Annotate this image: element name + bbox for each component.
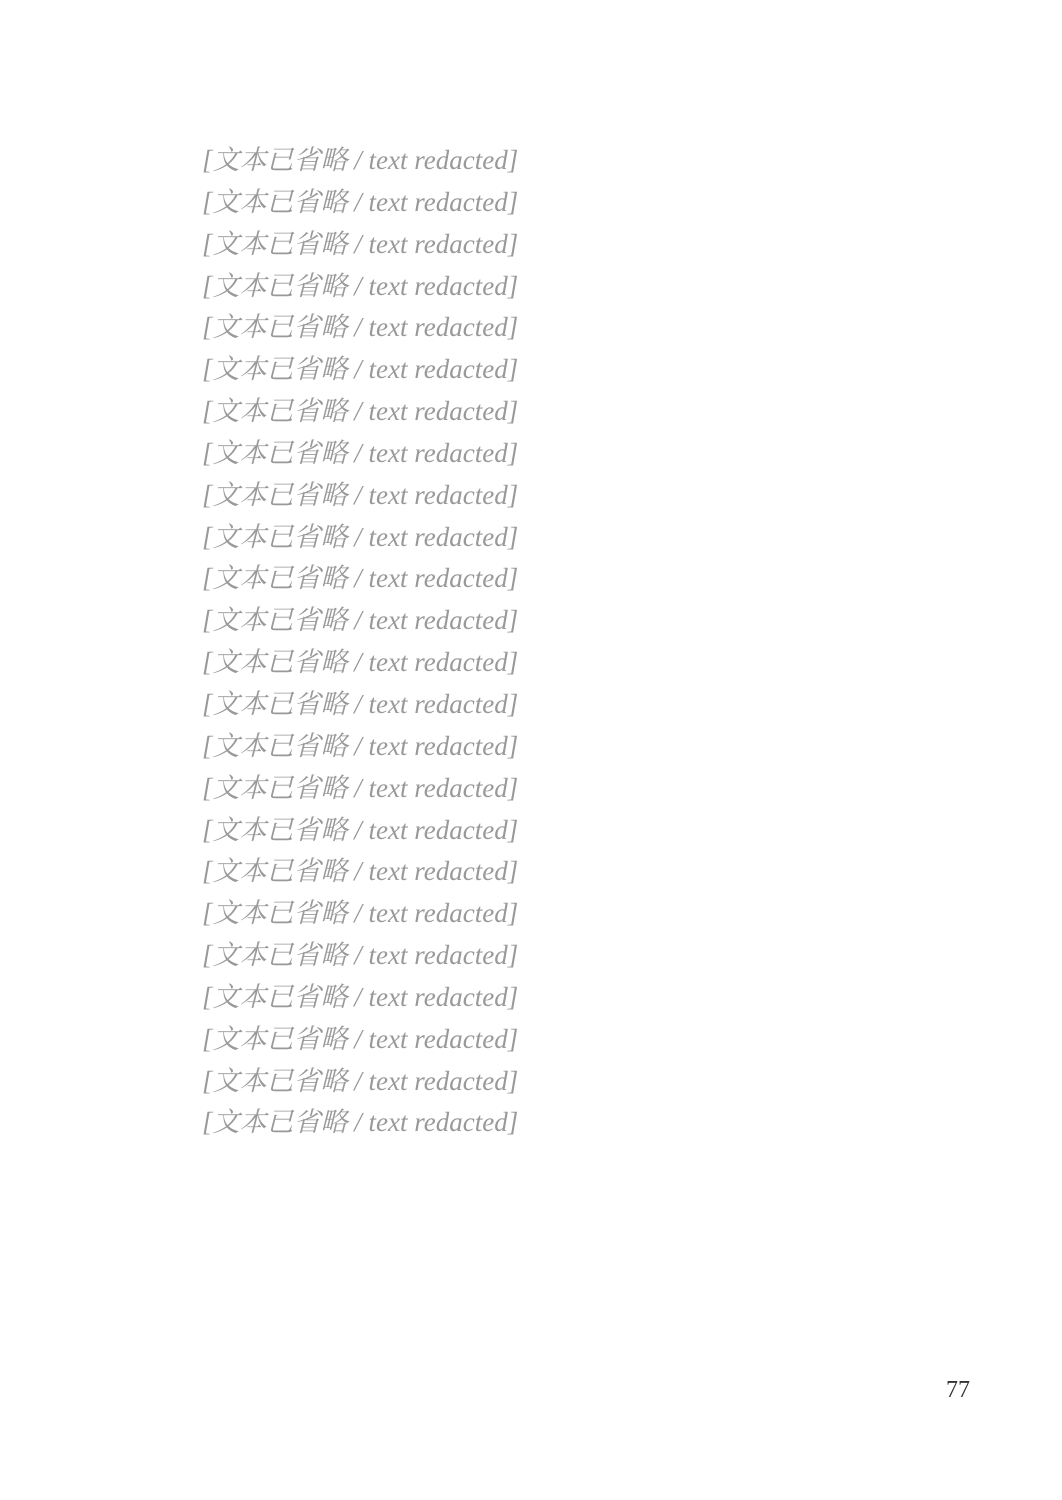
redacted-paragraph: [文本已省略 / text redacted] [202,354,519,385]
redacted-paragraph: [文本已省略 / text redacted] [202,1023,519,1054]
redacted-paragraph: [文本已省略 / text redacted] [202,228,519,259]
redacted-paragraph: [文本已省略 / text redacted] [202,940,519,971]
redacted-paragraph: [文本已省略 / text redacted] [202,647,519,678]
redacted-paragraph: [文本已省略 / text redacted] [202,186,519,217]
redacted-paragraph: [文本已省略 / text redacted] [202,521,519,552]
body-text-block [148,140,932,1144]
redacted-paragraph: [文本已省略 / text redacted] [202,1065,519,1096]
redacted-paragraph: [文本已省略 / text redacted] [202,814,519,845]
redacted-paragraph: [文本已省略 / text redacted] [202,437,519,468]
redacted-paragraph: [文本已省略 / text redacted] [202,563,519,594]
redacted-paragraph: [文本已省略 / text redacted] [202,396,519,427]
redacted-paragraph: [文本已省略 / text redacted] [202,772,519,803]
redacted-paragraph: [文本已省略 / text redacted] [202,145,519,175]
redacted-paragraph: [文本已省略 / text redacted] [202,856,519,887]
redacted-paragraph: [文本已省略 / text redacted] [202,312,519,343]
redacted-paragraph: [文本已省略 / text redacted] [202,981,519,1012]
redacted-paragraph: [文本已省略 / text redacted] [202,688,519,719]
redacted-paragraph: [文本已省略 / text redacted] [202,605,519,636]
redacted-paragraph: [文本已省略 / text redacted] [202,270,519,301]
redacted-paragraph: [文本已省略 / text redacted] [202,898,519,929]
redacted-paragraph: [文本已省略 / text redacted] [202,479,519,510]
page-number: 77 [946,1377,970,1403]
redacted-paragraph: [文本已省略 / text redacted] [202,730,519,761]
redacted-paragraph: [文本已省略 / text redacted] [202,1107,519,1138]
